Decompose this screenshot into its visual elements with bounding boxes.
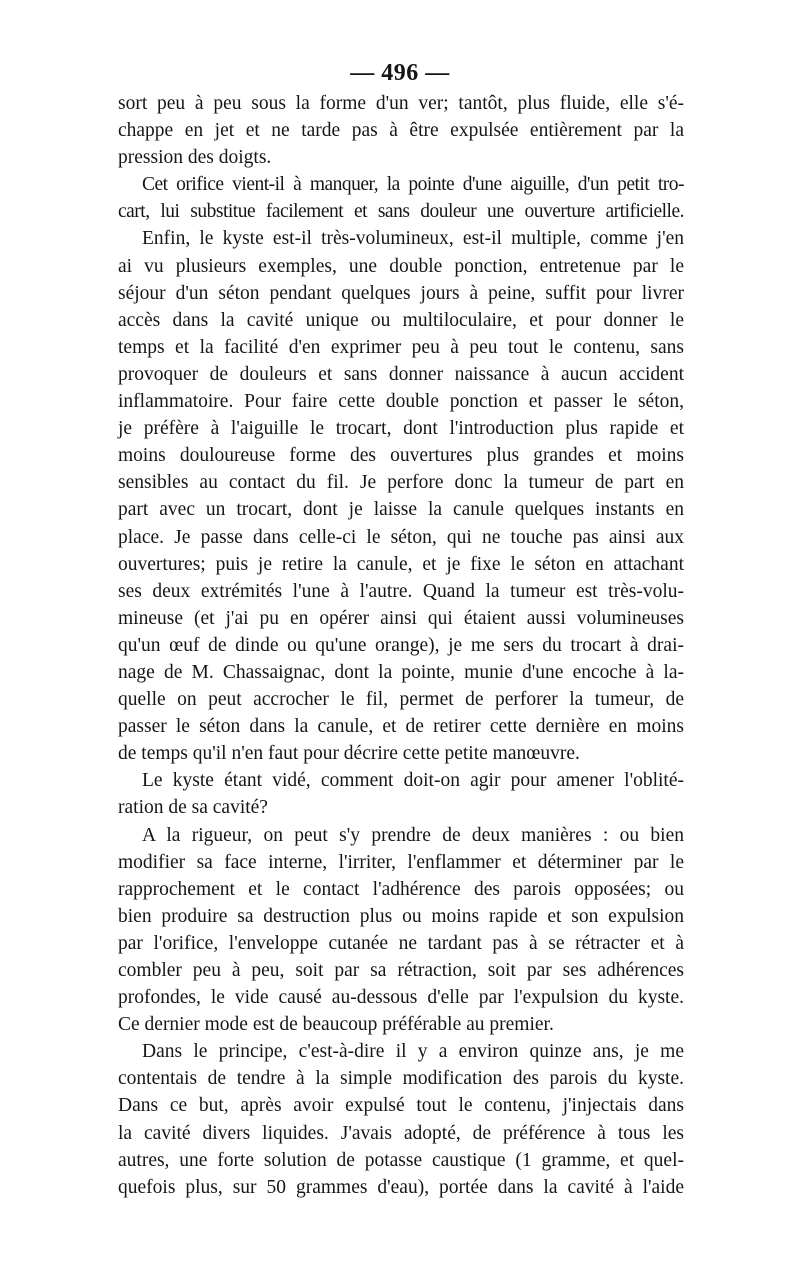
text-line: ai vu plusieurs exemples, une double ponction, entretenue par le [118,255,684,277]
text-line: Ce dernier mode est de beaucoup préférable au premier. [118,1014,554,1036]
text-line: Le kyste étant vidé, comment doit-on agir pour amener l'oblité- [142,770,684,792]
text-line: bien produire sa destruction plus ou moins rapide et son expulsion [118,905,684,927]
text-line: par l'orifice, l'enveloppe cutanée ne tardant pas à se rétracter et à [118,932,684,954]
text-line: je préfère à l'aiguille le trocart, dont l'introduction plus rapide et [118,418,684,440]
text-line: Dans le principe, c'est-à-dire il y a environ quinze ans, je me [142,1041,684,1063]
text-line: inflammatoire. Pour faire cette double ponction et passer le séton, [118,391,684,413]
text-line: temps et la facilité d'en exprimer peu à peu tout le contenu, sans [118,336,684,358]
text-line: rapprochement et le contact l'adhérence des parois opposées; ou [118,878,684,900]
text-line: sort peu à peu sous la forme d'un ver; tantôt, plus fluide, elle s'é- [118,93,684,114]
text-line: moins douloureuse forme des ouvertures plus grandes et moins [118,445,684,467]
text-line: ses deux extrémités l'une à l'autre. Quand la tumeur est très-volu- [118,580,684,602]
text-line: combler peu à peu, soit par sa rétraction, soit par ses adhérences [118,960,684,981]
text-line: provoquer de douleurs et sans donner naissance à aucun accident [118,363,684,385]
text-line: A la rigueur, on peut s'y prendre de deux manières : ou bien [142,824,684,846]
text-line: Dans ce but, après avoir expulsé tout le contenu, j'injectais dans [118,1095,684,1117]
text-line: de temps qu'il n'en faut pour décrire cette petite manœuvre. [118,743,580,765]
text-line: mineuse (et j'ai pu en opérer ainsi qui étaient aussi volumineuses [118,607,684,629]
text-line: profondes, le vide causé au-dessous d'elle par l'expulsion du kyste. [118,987,684,1009]
text-line: contentais de tendre à la simple modification des parois du kyste. [118,1068,684,1090]
text-line: place. Je passe dans celle-ci le séton, qui ne touche pas ainsi aux [118,526,684,548]
text-line: la cavité divers liquides. J'avais adopté, de préférence à tous les [118,1122,684,1144]
text-line: Cet orifice vient-il à manquer, la pointe d'une aiguille, d'un petit tro- [142,174,684,196]
page-number: — 496 — [350,60,450,86]
text-line: nage de M. Chassaignac, dont la pointe, munie d'une encoche à la- [118,661,684,683]
text-line: ouvertures; puis je retire la canule, et je fixe le séton en attachant [118,553,684,575]
text-line: Enfin, le kyste est-il très-volumineux, est-il multiple, comme j'en [142,228,684,250]
text-line: quelle on peut accrocher le fil, permet de perforer la tumeur, de [118,689,684,711]
text-line: part avec un trocart, dont je laisse la canule quelques instants en [118,499,684,521]
text-line: qu'un œuf de dinde ou qu'une orange), je me sers du trocart à drai- [118,634,684,656]
text-line: modifier sa face interne, l'irriter, l'enflammer et déterminer par le [118,851,684,873]
text-line: séjour d'un séton pendant quelques jours à peine, suffit pour livrer [118,282,684,304]
text-line: chappe en jet et ne tarde pas à être expulsée entièrement par la [118,120,684,142]
body-text [118,90,684,1201]
text-line: quefois plus, sur 50 grammes d'eau), portée dans la cavité à l'aide [118,1176,684,1198]
text-line: pression des doigts. [118,147,272,169]
text-line: cart, lui substitue facilement et sans douleur une ouverture artificielle. [118,201,684,223]
text-line: autres, une forte solution de potasse caustique (1 gramme, et quel- [118,1149,684,1171]
text-line: passer le séton dans la canule, et de retirer cette dernière en moins [118,716,684,738]
text-line: ration de sa cavité? [118,797,268,819]
text-line: sensibles au contact du fil. Je perfore donc la tumeur de part en [118,472,684,494]
text-line: accès dans la cavité unique ou multiloculaire, et pour donner le [118,309,684,331]
